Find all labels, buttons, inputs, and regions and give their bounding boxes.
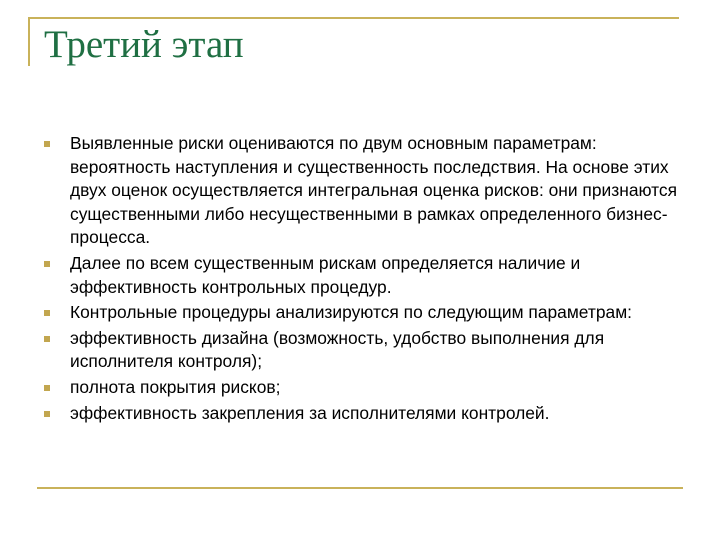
square-bullet-icon	[44, 385, 50, 391]
bullet-text: эффективность закрепления за исполнителями контролей.	[70, 402, 550, 423]
bullet-item	[44, 327, 684, 374]
square-bullet-icon	[44, 411, 50, 417]
bullet-item	[44, 402, 684, 426]
frame-top-line	[28, 17, 679, 19]
bullet-text: полнота покрытия рисков;	[70, 376, 281, 397]
square-bullet-icon	[44, 310, 50, 316]
bullet-text: эффективность дизайна (возможность, удобство выполнения для исполнителя контроля);	[70, 327, 605, 372]
bullet-text: Далее по всем существенным рискам определяется наличие и эффективность контрольных процедур.	[70, 252, 581, 297]
bullet-text: Выявленные риски оцениваются по двум основным параметрам: вероятность наступления и существенность последствия. На основе этих двух оценок осуществляется интегральная оценка рисков: они признаются существенными либо несущественными в рамках определенного бизнес-процесса.	[70, 133, 678, 248]
bullet-item	[44, 301, 684, 325]
frame-bottom-line	[37, 487, 683, 489]
bullet-item	[44, 376, 684, 400]
square-bullet-icon	[44, 261, 50, 267]
bullet-item	[44, 132, 684, 250]
bullet-text: Контрольные процедуры анализируются по следующим параметрам:	[70, 302, 632, 323]
frame-left-line	[28, 17, 30, 66]
square-bullet-icon	[44, 141, 50, 147]
square-bullet-icon	[44, 336, 50, 342]
bullet-list	[44, 132, 684, 427]
slide-title: Третий этап	[44, 23, 244, 66]
bullet-item	[44, 252, 684, 299]
